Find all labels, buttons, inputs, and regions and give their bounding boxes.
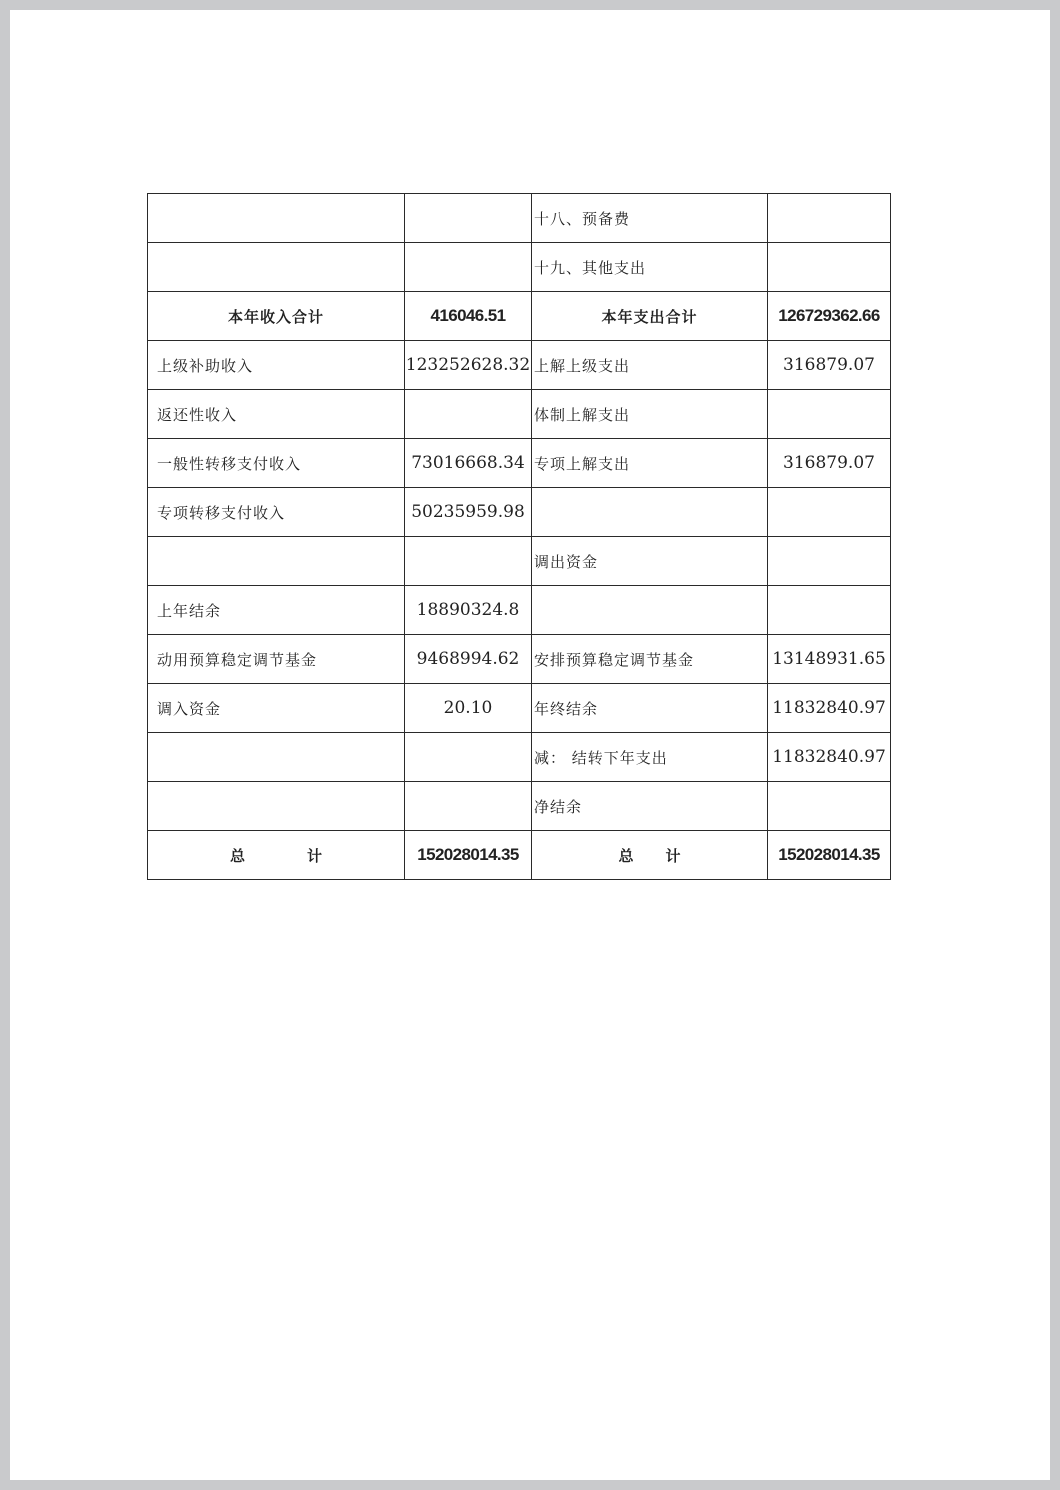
table-row [148,390,891,439]
table-row-total [148,831,891,880]
expense-label: 年终结余 [532,684,768,733]
income-label: 动用预算稳定调节基金 [148,635,405,684]
income-total-label [148,831,405,880]
income-value: 73016668.34 [405,439,532,488]
income-value [405,782,532,831]
expense-label: 体制上解支出 [532,390,768,439]
expense-value [768,586,891,635]
income-value [405,733,532,782]
expense-value [768,782,891,831]
expense-label: 上解上级支出 [532,341,768,390]
table-row-subtotal [148,292,891,341]
income-label [148,194,405,243]
total-label-char: 总 [618,846,634,865]
expense-value [768,194,891,243]
document-page [10,10,1050,1480]
total-label-char: 计 [665,846,681,865]
income-value: 50235959.98 [405,488,532,537]
income-label [148,537,405,586]
expense-label [532,488,768,537]
income-label: 上年结余 [148,586,405,635]
table-row [148,194,891,243]
income-value: 20.10 [405,684,532,733]
expense-subtotal-value: 126729362.66 [768,292,891,341]
income-subtotal-value: 416046.51 [405,292,532,341]
income-value [405,537,532,586]
table-row [148,488,891,537]
income-value [405,194,532,243]
expense-value: 11832840.97 [768,733,891,782]
expense-label [532,586,768,635]
table-row [148,684,891,733]
income-value: 123252628.32 [405,341,532,390]
expense-value: 13148931.65 [768,635,891,684]
expense-value [768,537,891,586]
expense-value [768,243,891,292]
expense-value [768,390,891,439]
expense-value: 11832840.97 [768,684,891,733]
income-label: 调入资金 [148,684,405,733]
income-value [405,243,532,292]
income-value: 18890324.8 [405,586,532,635]
expense-label: 专项上解支出 [532,439,768,488]
total-label-char: 计 [307,846,323,865]
budget-table [147,193,891,880]
expense-label: 十九、其他支出 [532,243,768,292]
income-label [148,782,405,831]
income-label: 上级补助收入 [148,341,405,390]
income-label [148,243,405,292]
income-label: 一般性转移支付收入 [148,439,405,488]
table-row [148,635,891,684]
table-row [148,733,891,782]
table-row [148,439,891,488]
table-row [148,782,891,831]
income-subtotal-label: 本年收入合计 [148,292,405,341]
income-label: 专项转移支付收入 [148,488,405,537]
expense-subtotal-label: 本年支出合计 [532,292,768,341]
total-label-char: 总 [229,846,245,865]
income-total-value: 152028014.35 [405,831,532,880]
expense-label: 十八、预备费 [532,194,768,243]
income-value [405,390,532,439]
income-label: 返还性收入 [148,390,405,439]
table-row [148,243,891,292]
table-row [148,341,891,390]
expense-label: 调出资金 [532,537,768,586]
expense-total-label [532,831,768,880]
expense-label: 安排预算稳定调节基金 [532,635,768,684]
expense-total-value: 152028014.35 [768,831,891,880]
expense-value: 316879.07 [768,341,891,390]
table-row [148,537,891,586]
expense-value: 316879.07 [768,439,891,488]
table-row [148,586,891,635]
expense-label: 减： 结转下年支出 [532,733,768,782]
expense-value [768,488,891,537]
income-label [148,733,405,782]
expense-label: 净结余 [532,782,768,831]
income-value: 9468994.62 [405,635,532,684]
